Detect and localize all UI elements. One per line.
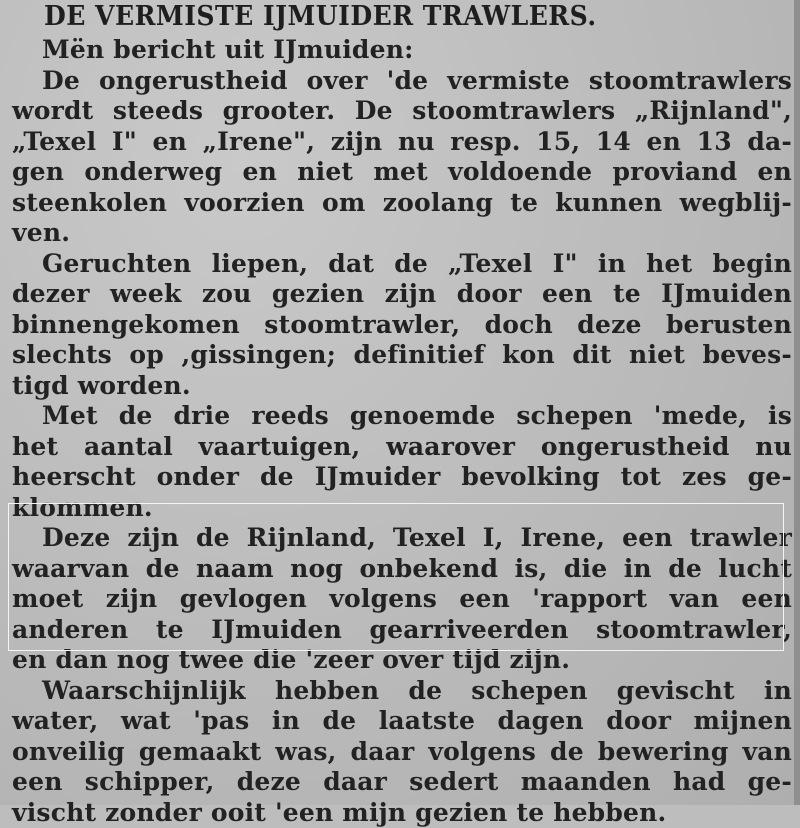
article-line: het aantal vaartuigen, waarover ongerustheid nu — [12, 432, 792, 463]
article-line: tigd worden. — [12, 371, 792, 402]
article-line: slechts op ,gissingen; definitief kon dit niet beves- — [12, 340, 792, 371]
article-line: De ongerustheid over 'de vermiste stoomtrawlers — [12, 66, 792, 97]
article-line: vischt zonder ooit 'een mijn gezien te hebben. — [12, 798, 792, 828]
article-line: Mën bericht uit IJmuiden: — [12, 35, 792, 66]
article-line: moet zijn gevlogen volgens een 'rapport van een — [12, 584, 792, 615]
article-headline: DE VERMISTE IJMUIDER TRAWLERS. — [44, 1, 695, 32]
article-line: heerscht onder de IJmuider bevolking tot zes ge- — [12, 462, 792, 493]
article-line: gen onderweg en niet met voldoende proviand en — [12, 157, 792, 188]
page-edge — [794, 0, 800, 805]
article-line: Deze zijn de Rijnland, Texel I, Irene, een trawler — [12, 523, 792, 554]
article-line: ven. — [12, 218, 792, 249]
article-line: een schipper, deze daar sedert maanden had ge- — [12, 767, 792, 798]
article-line: wordt steeds grooter. De stoomtrawlers „Rijnland", — [12, 96, 792, 127]
article-line: „Texel I" en „Irene", zijn nu resp. 15, 14 en 13 da- — [12, 127, 792, 158]
article-line: binnengekomen stoomtrawler, doch deze berusten — [12, 310, 792, 341]
article-body — [12, 35, 792, 828]
article-line: Waarschijnlijk hebben de schepen gevischt in — [12, 676, 792, 707]
article-line: waarvan de naam nog onbekend is, die in de lucht — [12, 554, 792, 585]
article-line: onveilig gemaakt was, daar volgens de bewering van — [12, 737, 792, 768]
article-line: dezer week zou gezien zijn door een te IJmuiden — [12, 279, 792, 310]
article-line: en dan nog twee die 'zeer over tijd zijn. — [12, 645, 792, 676]
article-line: klommen. — [12, 493, 792, 524]
article-line: Geruchten liepen, dat de „Texel I" in het begin — [12, 249, 792, 280]
article-line: Met de drie reeds genoemde schepen 'mede, is — [12, 401, 792, 432]
article-line: anderen te IJmuiden gearriveerden stoomtrawler, — [12, 615, 792, 646]
article-line: steenkolen voorzien om zoolang te kunnen wegblij- — [12, 188, 792, 219]
article-line: water, wat 'pas in de laatste dagen door mijnen — [12, 706, 792, 737]
